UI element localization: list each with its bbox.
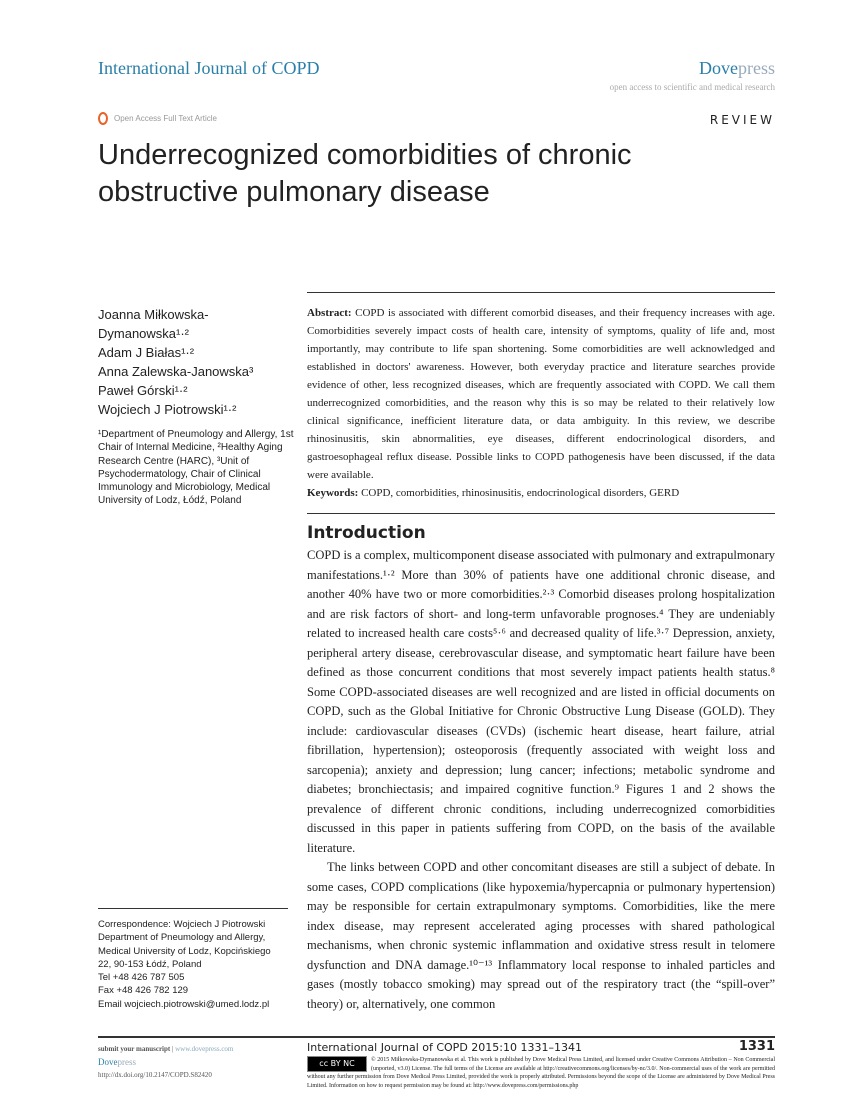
citation: International Journal of COPD 2015:10 1331–1341 xyxy=(307,1041,582,1054)
divider xyxy=(307,292,775,293)
footer-logo-b: press xyxy=(117,1057,136,1067)
cc-license-icon[interactable]: cc BY NC xyxy=(307,1056,367,1072)
abstract xyxy=(307,304,775,502)
footer-logo-a: Dove xyxy=(98,1057,118,1067)
publisher-logo-a: Dove xyxy=(699,58,738,78)
author: Paweł Górski¹·² xyxy=(98,383,188,398)
paragraph: The links between COPD and other concomitant diseases are still a subject of debate. In some cases, COPD complications (like hypoxemia/hypercapnia or pulmonary hypertension) may be responsible for certain extrapulmonary symptoms. Comorbidities, like the mere index disease, may represent accelerated aging processes with shared pathological mechanisms, when chronic systemic inflammation and oxidative stress result in telomere dysfunction and DNA damage.¹⁰⁻¹³ Inflammatory local response to inhaled particles and gases (mostly tobacco smoking) may spread out of the respiratory tract (the “spill-over” theory) or, alternatively, one common xyxy=(307,860,775,1011)
doi-link[interactable]: http://dx.doi.org/10.2147/COPD.S82420 xyxy=(98,1071,212,1079)
corr-line: Fax +48 426 782 129 xyxy=(98,985,189,997)
publisher-logo-b: press xyxy=(738,58,775,78)
abstract-text: COPD is associated with different comorbid diseases, and their frequency increases with age. Comorbidities severely impact costs of health care, intensity of symptoms, quality of life and, most importantly, may contribute to life span shortening. Some comorbidities are well acknowledged and established in doctors' awareness. However, both everyday practice and literature searches provide evidence of other, less recognized diseases, which are frequently associated with COPD. We call them underrecognized comorbidities, and the reason why this is so may be related to their relatively low clinical significance, inefficient literature data, or data ambiguity. In this review, we describe rhinosinusitis, skin abnormalities, eye diseases, different endocrinological disorders, and gastroesophageal reflux disease. Possible links to COPD pathogenesis have been discussed, if the data were available. xyxy=(307,307,775,481)
corr-line: 22, 90-153 Łódź, Poland xyxy=(98,958,202,970)
correspondence xyxy=(98,918,303,1011)
journal-name: International Journal of COPD xyxy=(98,58,320,78)
corr-line: Correspondence: Wojciech J Piotrowski xyxy=(98,919,266,930)
footer-logo xyxy=(98,1056,233,1069)
author: Dymanowska¹·² xyxy=(98,326,190,341)
footer-left: submit your manuscript | www.dovepress.com Dovepress http://dx.doi.org/10.2147/COPD.S82420 xyxy=(98,1043,233,1082)
author: Wojciech J Piotrowski¹·² xyxy=(98,402,237,417)
article-type: REVIEW xyxy=(709,113,775,127)
corr-line: Department of Pneumology and Allergy, xyxy=(98,932,266,944)
license-block xyxy=(307,1056,775,1090)
author: Adam J Białas¹·² xyxy=(98,345,195,360)
submit-label: submit your manuscript xyxy=(98,1045,171,1053)
corr-email[interactable]: Email wojciech.piotrowski@umed.lodz.pl xyxy=(98,998,270,1010)
publisher-tagline: open access to scientific and medical research xyxy=(609,82,775,92)
publisher-logo xyxy=(699,58,775,79)
section-heading: Introduction xyxy=(307,523,426,543)
footer-divider xyxy=(98,1036,775,1038)
corr-line: Medical University of Lodz, Kopcińskiego xyxy=(98,945,271,957)
divider xyxy=(307,513,775,514)
open-access-label xyxy=(98,112,217,125)
submit-link[interactable]: www.dovepress.com xyxy=(175,1045,234,1053)
page-number: 1331 xyxy=(738,1039,775,1054)
open-access-lock-icon xyxy=(98,112,108,125)
author-list xyxy=(98,305,303,419)
open-access-text: Open Access Full Text Article xyxy=(114,114,218,123)
keywords-label: Keywords: xyxy=(307,487,359,499)
body-text xyxy=(307,546,775,1014)
divider xyxy=(98,908,288,909)
corr-line: Tel +48 426 787 505 xyxy=(98,972,185,984)
author: Joanna Miłkowska- xyxy=(98,307,209,322)
license-text: © 2015 Miłkowska-Dymanowska et al. This work is published by Dove Medical Press Limited, and licensed under Creative Commons Attribution – Non Commercial (unported, v3.0) License. The full terms of the License are available at http://creativecommons.org/licenses/by-nc/3.0/. Non-commercial uses of the work are permitted without any further permission from Dove Medical Press Limited, provided the work is properly attributed. Permissions beyond the scope of the License are administered by Dove Medical Press Limited. Information on how to request permission may be found at: http://www.dovepress.com/permissions.php xyxy=(307,1057,775,1089)
keywords-text: COPD, comorbidities, rhinosinusitis, endocrinological disorders, GERD xyxy=(358,487,680,499)
affiliations: ¹Department of Pneumology and Allergy, 1st Chair of Internal Medicine, ²Healthy Aging Research Centre (HARC), ³Unit of Psychodermatology, Chair of Clinical Immunology and Microbiology, Medical University of Lodz, Łódź, Poland xyxy=(98,429,294,507)
article-title: Underrecognized comorbidities of chronic obstructive pulmonary disease xyxy=(98,139,632,208)
author: Anna Zalewska-Janowska³ xyxy=(98,364,254,379)
abstract-label: Abstract: xyxy=(307,307,352,319)
paragraph: COPD is a complex, multicomponent disease associated with pulmonary and extrapulmonary manifestations.¹·² More than 30% of patients have one additional chronic disease, and another 40% have two or more comorbidities.²·³ Comorbid diseases prolong hospitalization and are risk factors of short- and long-term unfavorable prognoses.⁴ They are undeniably related to increased health care costs⁵·⁶ and decreased quality of life.³·⁷ Depression, anxiety, peripheral artery disease, cerebrovascular disease, and symptomatic heart failure have been defined as those concurrent conditions that most severely impact patients health status.⁸ Some COPD-associated diseases are well recognized and are listed in official documents on COPD, such as the Global Initiative for Chronic Obstructive Lung Disease (GOLD). They include: cardiovascular diseases (CVDs) (ischemic heart disease, heart failure, atrial fibrillation, hypertension); osteoporosis (frequently associated with weight loss and sarcopenia); anxiety and depression; lung cancer; infections; metabolic syndrome and diabetes; bronchiectasis; and impaired cognitive function.⁹ Figures 1 and 2 shows the prevalence of different chronic conditions, including underrecognized comorbidities discussed in this paper in patients suffering from COPD, on the basis of the available literature. xyxy=(307,548,775,855)
